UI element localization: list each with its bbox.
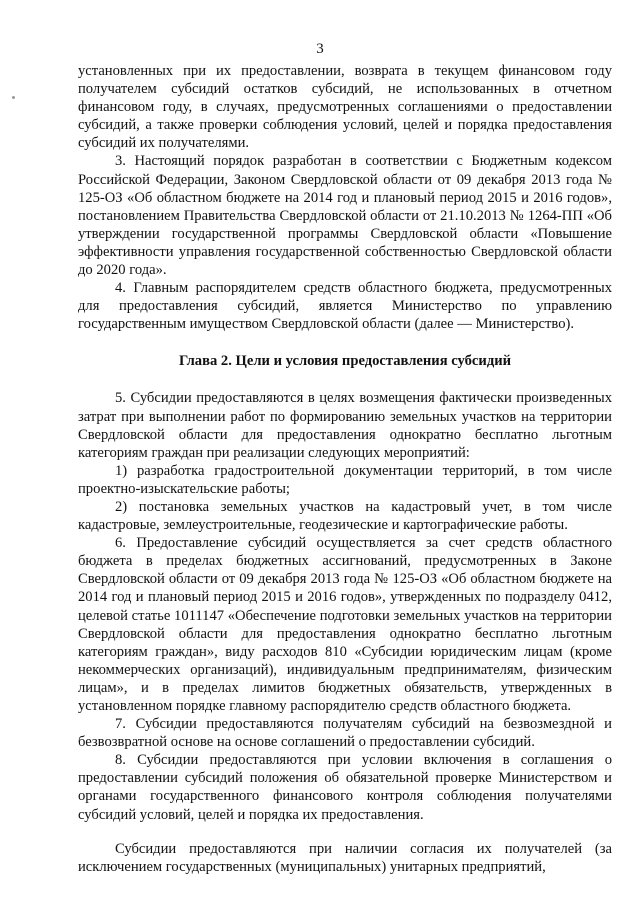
paragraph-consent: Субсидии предоставляются при наличии согласия их получателей (за исключением государственных (муниципальных) унитарных предприятий, bbox=[78, 840, 612, 875]
document-body bbox=[78, 62, 612, 876]
paragraph-continuation: установленных при их предоставлении, возврата в текущем финансовом году получателем субсидий остатков субсидий, не использованных в отчетном финансовом году, в случаях, предусмотренных соглашениями о предоставлении субсидий, а также проверки соблюдения условий, целей и порядка предоставления субсидий их получателями. bbox=[78, 63, 612, 152]
paragraph-8: 8. Субсидии предоставляются при условии включения в соглашения о предоставлении субсидий положения об обязательной проверке Министерством и органами государственного финансового контроля соблюдения получателями субсидий условий, целей и порядка их предоставления. bbox=[78, 752, 612, 823]
page-number: 3 bbox=[316, 41, 324, 57]
chapter-heading: Глава 2. Цели и условия предоставления субсидий bbox=[178, 353, 512, 370]
paragraph-3: 3. Настоящий порядок разработан в соответствии с Бюджетным кодексом Российской Федерации, Законом Свердловской области от 09 декабря 2013 года № 125-ОЗ «Об областном бюджете на 2014 год и плановый период 2015 и 2016 годов», постановлением Правительства Свердловской области от 21.10.2013 № 1264-ПП «Об утверждении государственной программы Свердловской области «Повышение эффективности управления государственной собственностью Свердловской области до 2020 года». bbox=[78, 153, 612, 279]
margin-mark bbox=[12, 96, 15, 99]
paragraph-7: 7. Субсидии предоставляются получателям субсидий на безвозмездной и безвозвратной основе на основе соглашений о предоставлении субсидий. bbox=[78, 716, 612, 751]
paragraph-6: 6. Предоставление субсидий осуществляется за счет средств областного бюджета в пределах бюджетных ассигнований, предусмотренных в Законе Свердловской области от 09 декабря 2013 года № 125-ОЗ «Об областном бюджете на 2014 год и плановый период 2015 и 2016 годов», утвержденных по подразделу 0412, целевой статье 1011147 «Обеспечение подготовки земельных участков на территории Свердловской области для предоставления однократно бесплатно льготным категориям граждан», виду расходов 810 «Субсидии юридическим лицам (кроме некоммерческих организаций), индивидуальным предпринимателям, физическим лицам», и в пределах лимитов бюджетных обязательств, утвержденных в установленном порядке главному распорядителю средств областного бюджета. bbox=[78, 535, 612, 714]
paragraph-5-item-1: 1) разработка градостроительной документации территорий, в том числе проектно-изыскательские работы; bbox=[78, 462, 612, 497]
paragraph-5: 5. Субсидии предоставляются в целях возмещения фактически произведенных затрат при выполнении работ по формированию земельных участков на территории Свердловской области для предоставления однократно бесплатно льготным категориям граждан при реализации следующих мероприятий: bbox=[78, 390, 612, 461]
paragraph-5-item-2: 2) постановка земельных участков на кадастровый учет, в том числе кадастровые, землеустроительные, геодезические и картографические работы. bbox=[78, 498, 612, 534]
paragraph-4: 4. Главным распорядителем средств областного бюджета, предусмотренных для предоставления субсидий, является Министерство по управлению государственным имуществом Свердловской области (далее — Министерство). bbox=[78, 280, 612, 333]
